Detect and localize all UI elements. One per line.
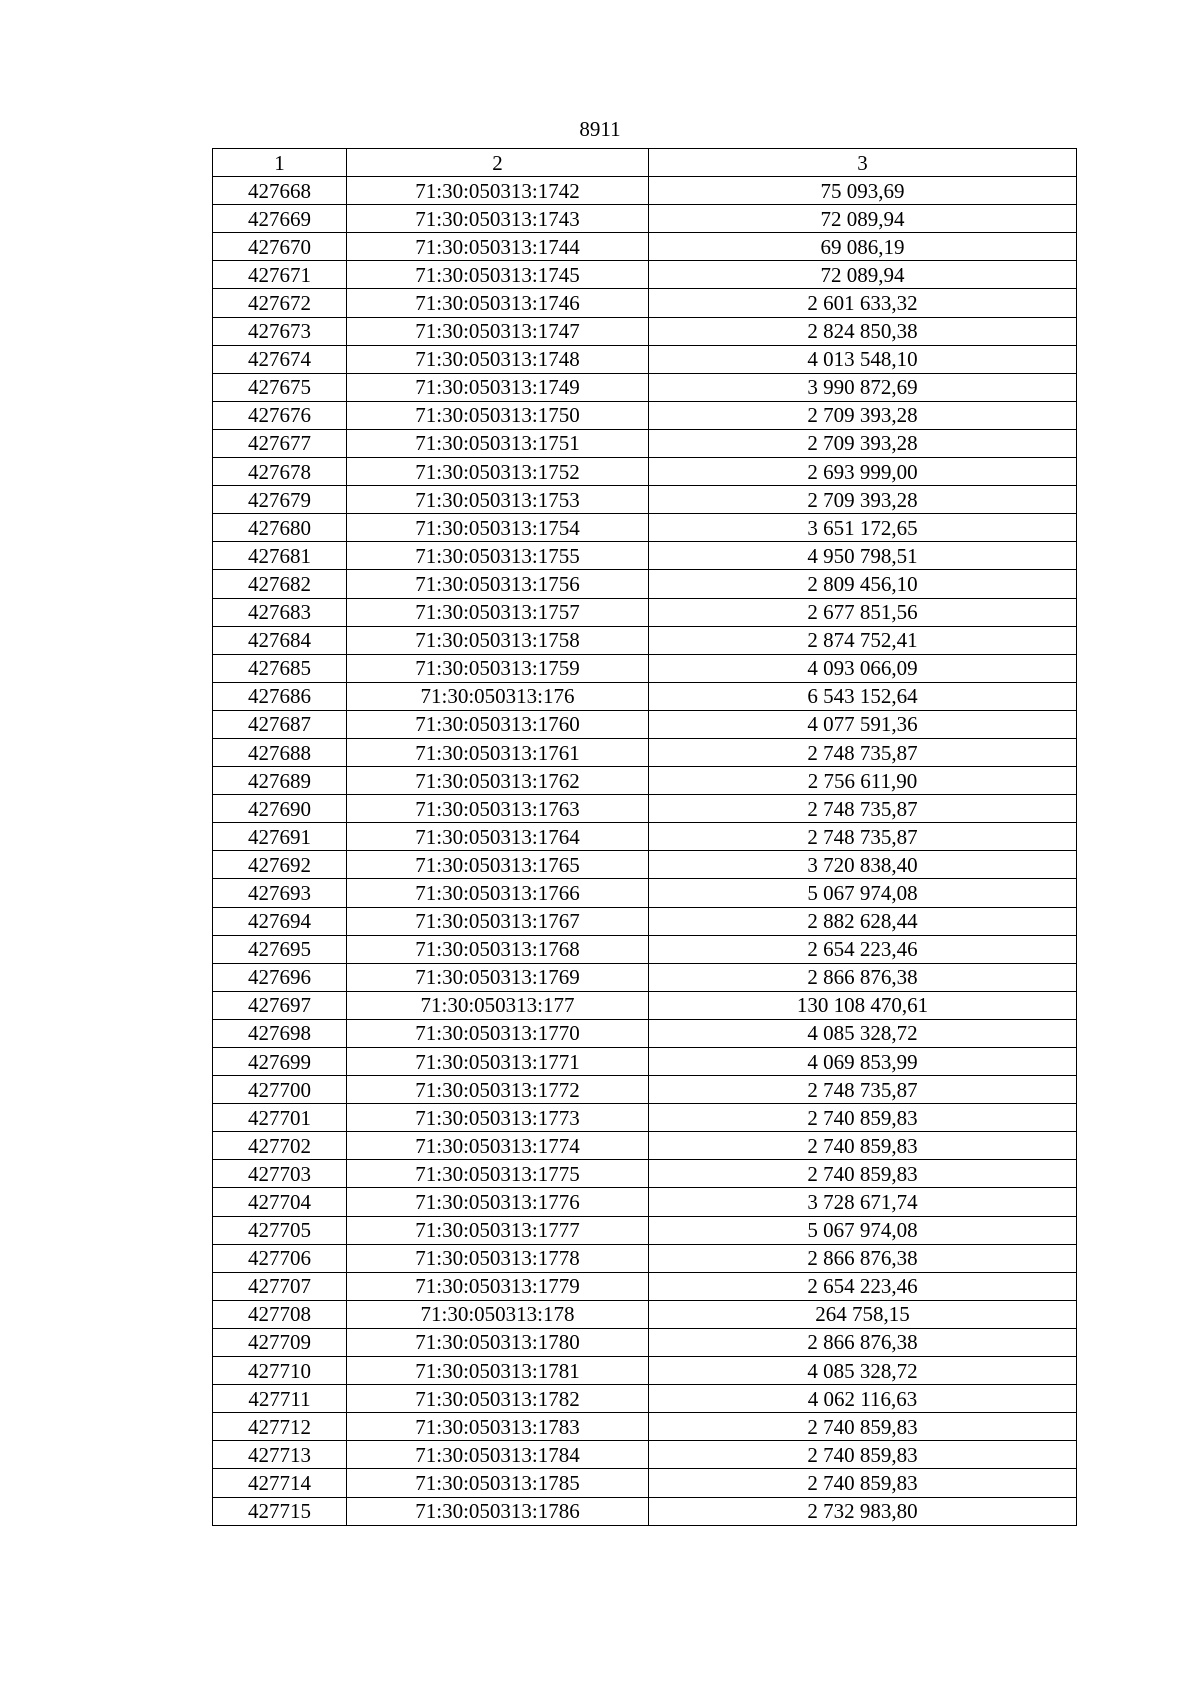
cadastral-value-cell: 2 809 456,10: [649, 570, 1077, 598]
cadastral-value-cell: 6 543 152,64: [649, 682, 1077, 710]
cadastral-value-cell: 3 651 172,65: [649, 514, 1077, 542]
row-number-cell: 427671: [213, 261, 347, 289]
cadastral-value-cell: 2 709 393,28: [649, 486, 1077, 514]
row-number-cell: 427669: [213, 205, 347, 233]
cadastral-value-cell: 4 013 548,10: [649, 345, 1077, 373]
cadastral-number-cell: 71:30:050313:178: [347, 1300, 649, 1328]
row-number-cell: 427670: [213, 233, 347, 261]
table-row: [213, 879, 1077, 907]
cadastral-number-cell: 71:30:050313:1747: [347, 317, 649, 345]
table-row: [213, 401, 1077, 429]
cadastral-number-cell: 71:30:050313:1756: [347, 570, 649, 598]
table-row: [213, 1104, 1077, 1132]
cadastral-value-cell: 3 728 671,74: [649, 1188, 1077, 1216]
row-number-cell: 427702: [213, 1132, 347, 1160]
row-number-cell: 427692: [213, 851, 347, 879]
table-row: [213, 738, 1077, 766]
cadastral-number-cell: 71:30:050313:1763: [347, 795, 649, 823]
table-row: [213, 289, 1077, 317]
cadastral-number-cell: 71:30:050313:1750: [347, 401, 649, 429]
cadastral-value-cell: 72 089,94: [649, 261, 1077, 289]
cadastral-value-cell: 69 086,19: [649, 233, 1077, 261]
cadastral-number-cell: 71:30:050313:1761: [347, 738, 649, 766]
table-row: [213, 373, 1077, 401]
cadastral-value-cell: 2 740 859,83: [649, 1469, 1077, 1497]
cadastral-number-cell: 71:30:050313:1768: [347, 935, 649, 963]
cadastral-number-cell: 71:30:050313:1783: [347, 1413, 649, 1441]
row-number-cell: 427682: [213, 570, 347, 598]
cadastral-value-cell: 2 748 735,87: [649, 795, 1077, 823]
table-row: [213, 991, 1077, 1019]
row-number-cell: 427672: [213, 289, 347, 317]
table-row: [213, 1048, 1077, 1076]
table-row: [213, 1132, 1077, 1160]
cadastral-number-cell: 71:30:050313:1749: [347, 373, 649, 401]
row-number-cell: 427685: [213, 654, 347, 682]
cadastral-value-cell: 2 654 223,46: [649, 935, 1077, 963]
cadastral-value-table: [212, 148, 1077, 1526]
row-number-cell: 427709: [213, 1328, 347, 1356]
table-row: [213, 907, 1077, 935]
page-number: 8911: [579, 117, 621, 141]
table-row: [213, 767, 1077, 795]
table-body: [213, 149, 1077, 1526]
cadastral-number-cell: 71:30:050313:1754: [347, 514, 649, 542]
cadastral-number-cell: 71:30:050313:1773: [347, 1104, 649, 1132]
cadastral-number-cell: 71:30:050313:1755: [347, 542, 649, 570]
cadastral-number-cell: 71:30:050313:1770: [347, 1019, 649, 1047]
cadastral-number-cell: 71:30:050313:1778: [347, 1244, 649, 1272]
row-number-cell: 427706: [213, 1244, 347, 1272]
cadastral-number-cell: 71:30:050313:1746: [347, 289, 649, 317]
row-number-cell: 427700: [213, 1076, 347, 1104]
table-row: [213, 1385, 1077, 1413]
row-number-cell: 427701: [213, 1104, 347, 1132]
table-row: [213, 345, 1077, 373]
row-number-cell: 427686: [213, 682, 347, 710]
table-row: [213, 205, 1077, 233]
table-row: [213, 1076, 1077, 1104]
cadastral-number-cell: 71:30:050313:1774: [347, 1132, 649, 1160]
table-row: [213, 1160, 1077, 1188]
row-number-cell: 427691: [213, 823, 347, 851]
row-number-cell: 427714: [213, 1469, 347, 1497]
cadastral-number-cell: 71:30:050313:1780: [347, 1328, 649, 1356]
table-row: [213, 682, 1077, 710]
cadastral-value-cell: 2 882 628,44: [649, 907, 1077, 935]
cadastral-number-cell: 71:30:050313:177: [347, 991, 649, 1019]
cadastral-value-cell: 2 866 876,38: [649, 963, 1077, 991]
row-number-cell: 427690: [213, 795, 347, 823]
table-row: [213, 1441, 1077, 1469]
table-row: [213, 542, 1077, 570]
row-number-cell: 427698: [213, 1019, 347, 1047]
table-row: [213, 1300, 1077, 1328]
cadastral-value-cell: 2 824 850,38: [649, 317, 1077, 345]
column-header-1: 1: [213, 149, 347, 177]
cadastral-value-cell: 2 866 876,38: [649, 1244, 1077, 1272]
cadastral-value-cell: 130 108 470,61: [649, 991, 1077, 1019]
cadastral-value-cell: 2 740 859,83: [649, 1413, 1077, 1441]
table-row: [213, 1272, 1077, 1300]
table-row: [213, 823, 1077, 851]
row-number-cell: 427679: [213, 486, 347, 514]
row-number-cell: 427707: [213, 1272, 347, 1300]
row-number-cell: 427713: [213, 1441, 347, 1469]
row-number-cell: 427712: [213, 1413, 347, 1441]
cadastral-value-cell: 2 874 752,41: [649, 626, 1077, 654]
cadastral-value-cell: 2 748 735,87: [649, 1076, 1077, 1104]
cadastral-number-cell: 71:30:050313:1745: [347, 261, 649, 289]
cadastral-number-cell: 71:30:050313:1779: [347, 1272, 649, 1300]
table-row: [213, 1216, 1077, 1244]
column-header-2: 2: [347, 149, 649, 177]
table-row: [213, 795, 1077, 823]
cadastral-number-cell: 71:30:050313:1784: [347, 1441, 649, 1469]
row-number-cell: 427675: [213, 373, 347, 401]
cadastral-number-cell: 71:30:050313:1766: [347, 879, 649, 907]
cadastral-value-cell: 2 677 851,56: [649, 598, 1077, 626]
cadastral-value-cell: 4 950 798,51: [649, 542, 1077, 570]
cadastral-value-cell: 4 085 328,72: [649, 1357, 1077, 1385]
row-number-cell: 427681: [213, 542, 347, 570]
cadastral-number-cell: 71:30:050313:1765: [347, 851, 649, 879]
cadastral-value-cell: 2 709 393,28: [649, 401, 1077, 429]
row-number-cell: 427684: [213, 626, 347, 654]
table-row: [213, 963, 1077, 991]
table-row: [213, 1188, 1077, 1216]
table-row: [213, 935, 1077, 963]
cadastral-number-cell: 71:30:050313:1782: [347, 1385, 649, 1413]
row-number-cell: 427697: [213, 991, 347, 1019]
row-number-cell: 427705: [213, 1216, 347, 1244]
table-row: [213, 598, 1077, 626]
cadastral-number-cell: 71:30:050313:1752: [347, 458, 649, 486]
row-number-cell: 427715: [213, 1497, 347, 1525]
cadastral-value-cell: 3 990 872,69: [649, 373, 1077, 401]
row-number-cell: 427687: [213, 710, 347, 738]
cadastral-value-cell: 4 069 853,99: [649, 1048, 1077, 1076]
cadastral-number-cell: 71:30:050313:1786: [347, 1497, 649, 1525]
cadastral-number-cell: 71:30:050313:1743: [347, 205, 649, 233]
cadastral-number-cell: 71:30:050313:176: [347, 682, 649, 710]
row-number-cell: 427689: [213, 767, 347, 795]
cadastral-number-cell: 71:30:050313:1757: [347, 598, 649, 626]
cadastral-number-cell: 71:30:050313:1753: [347, 486, 649, 514]
cadastral-number-cell: 71:30:050313:1751: [347, 429, 649, 457]
cadastral-number-cell: 71:30:050313:1742: [347, 177, 649, 205]
cadastral-number-cell: 71:30:050313:1785: [347, 1469, 649, 1497]
row-number-cell: 427683: [213, 598, 347, 626]
cadastral-value-cell: 2 740 859,83: [649, 1160, 1077, 1188]
row-number-cell: 427703: [213, 1160, 347, 1188]
row-number-cell: 427710: [213, 1357, 347, 1385]
table-row: [213, 514, 1077, 542]
cadastral-value-cell: 2 756 611,90: [649, 767, 1077, 795]
row-number-cell: 427688: [213, 738, 347, 766]
column-header-3: 3: [649, 149, 1077, 177]
cadastral-value-cell: 3 720 838,40: [649, 851, 1077, 879]
table-row: [213, 710, 1077, 738]
cadastral-number-cell: 71:30:050313:1777: [347, 1216, 649, 1244]
cadastral-number-cell: 71:30:050313:1760: [347, 710, 649, 738]
cadastral-value-cell: 2 693 999,00: [649, 458, 1077, 486]
cadastral-number-cell: 71:30:050313:1764: [347, 823, 649, 851]
cadastral-number-cell: 71:30:050313:1748: [347, 345, 649, 373]
table-row: [213, 458, 1077, 486]
cadastral-value-cell: 4 077 591,36: [649, 710, 1077, 738]
cadastral-value-cell: 2 740 859,83: [649, 1441, 1077, 1469]
cadastral-number-cell: 71:30:050313:1771: [347, 1048, 649, 1076]
table-row: [213, 626, 1077, 654]
cadastral-number-cell: 71:30:050313:1744: [347, 233, 649, 261]
row-number-cell: 427674: [213, 345, 347, 373]
table-row: [213, 261, 1077, 289]
cadastral-number-cell: 71:30:050313:1759: [347, 654, 649, 682]
cadastral-value-cell: 2 740 859,83: [649, 1132, 1077, 1160]
cadastral-value-cell: 264 758,15: [649, 1300, 1077, 1328]
row-number-cell: 427711: [213, 1385, 347, 1413]
cadastral-value-cell: 2 601 633,32: [649, 289, 1077, 317]
cadastral-number-cell: 71:30:050313:1769: [347, 963, 649, 991]
cadastral-value-cell: 5 067 974,08: [649, 1216, 1077, 1244]
row-number-cell: 427678: [213, 458, 347, 486]
cadastral-value-cell: 2 654 223,46: [649, 1272, 1077, 1300]
table-row: [213, 177, 1077, 205]
cadastral-number-cell: 71:30:050313:1767: [347, 907, 649, 935]
table-row: [213, 429, 1077, 457]
row-number-cell: 427694: [213, 907, 347, 935]
cadastral-number-cell: 71:30:050313:1772: [347, 1076, 649, 1104]
table-row: [213, 1019, 1077, 1047]
row-number-cell: 427704: [213, 1188, 347, 1216]
cadastral-value-cell: 75 093,69: [649, 177, 1077, 205]
row-number-cell: 427693: [213, 879, 347, 907]
row-number-cell: 427677: [213, 429, 347, 457]
cadastral-value-cell: 4 093 066,09: [649, 654, 1077, 682]
cadastral-value-cell: 2 748 735,87: [649, 823, 1077, 851]
table-row: [213, 570, 1077, 598]
row-number-cell: 427708: [213, 1300, 347, 1328]
cadastral-value-cell: 2 732 983,80: [649, 1497, 1077, 1525]
cadastral-number-cell: 71:30:050313:1775: [347, 1160, 649, 1188]
table-row: [213, 317, 1077, 345]
cadastral-value-cell: 4 062 116,63: [649, 1385, 1077, 1413]
row-number-cell: 427676: [213, 401, 347, 429]
table-header-row: [213, 149, 1077, 177]
cadastral-number-cell: 71:30:050313:1776: [347, 1188, 649, 1216]
table-row: [213, 1357, 1077, 1385]
table-row: [213, 654, 1077, 682]
table-row: [213, 486, 1077, 514]
row-number-cell: 427673: [213, 317, 347, 345]
row-number-cell: 427695: [213, 935, 347, 963]
row-number-cell: 427696: [213, 963, 347, 991]
cadastral-value-cell: 2 866 876,38: [649, 1328, 1077, 1356]
table-row: [213, 851, 1077, 879]
row-number-cell: 427699: [213, 1048, 347, 1076]
cadastral-value-cell: 5 067 974,08: [649, 879, 1077, 907]
cadastral-value-cell: 2 709 393,28: [649, 429, 1077, 457]
cadastral-value-cell: 4 085 328,72: [649, 1019, 1077, 1047]
cadastral-number-cell: 71:30:050313:1762: [347, 767, 649, 795]
cadastral-number-cell: 71:30:050313:1758: [347, 626, 649, 654]
cadastral-value-cell: 72 089,94: [649, 205, 1077, 233]
table-row: [213, 1328, 1077, 1356]
table-row: [213, 233, 1077, 261]
cadastral-value-cell: 2 740 859,83: [649, 1104, 1077, 1132]
row-number-cell: 427668: [213, 177, 347, 205]
table-row: [213, 1413, 1077, 1441]
cadastral-value-cell: 2 748 735,87: [649, 738, 1077, 766]
table-row: [213, 1469, 1077, 1497]
row-number-cell: 427680: [213, 514, 347, 542]
cadastral-number-cell: 71:30:050313:1781: [347, 1357, 649, 1385]
table-row: [213, 1244, 1077, 1272]
table-row: [213, 1497, 1077, 1525]
